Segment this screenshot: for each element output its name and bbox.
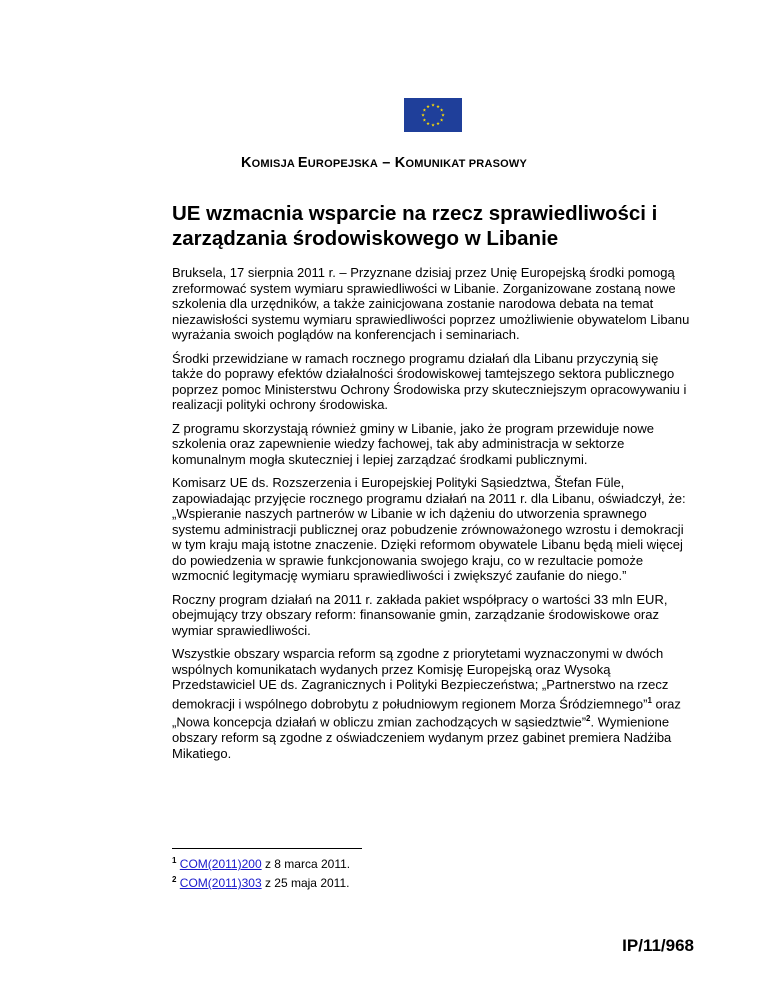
flag-star-icon: ★ [425, 103, 431, 109]
footnote-link[interactable]: COM(2011)303 [179, 876, 262, 890]
eu-flag-logo [404, 98, 462, 132]
eu-stars-icon [404, 98, 462, 132]
paragraph: Komisarz UE ds. Rozszerzenia i Europejskiej Polityki Sąsiedztwa, Štefan Füle, zapowiadając przyjęcie rocznego programu działań na 2011 r. dla Libanu, oświadczył, że: „Wspieranie naszych partnerów w Libanie w ich dążeniu do utworzenia sprawnego systemu administracji publicznej oraz pobudzenie zrównoważonego wzrostu i demokracji w tym kraju mają istotne znaczenie. Dzięki reformom obywatele Libanu będą mieli więcej do powiedzenia w sprawie funkcjonowania swojego kraju, co w rezultacie pomoże wzmocnić legitymację wymiaru sprawiedliwości i zwiększyć zaufanie do niego.” [172, 475, 686, 583]
flag-star-icon: ★ [422, 117, 427, 123]
flag-star-icon: ★ [435, 103, 441, 109]
document-header: KOMISJA EUROPEJSKA – KOMUNIKAT PRASOWY [241, 155, 527, 171]
paragraph: Bruksela, 17 sierpnia 2011 r. – Przyznane dzisiaj przez Unię Europejską środki pomogą zreformować system wymiaru sprawiedliwości w Libanie. Zorganizowane zostaną nowe szkolenia dla urzędników, a także zainicjowana zostanie narodowa debata na temat niezawisłości systemu wymiaru sprawiedliwości poprzez umożliwienie obywatelom Libanu wyrażania swoich poglądów na konferencjach i seminariach. [172, 265, 690, 342]
flag-star-icon: ★ [420, 112, 426, 118]
footnote-divider [172, 848, 362, 849]
footnote: $^1$ COM(2011)200 z 8 marca 2011. [172, 856, 351, 871]
flag-star-icon: ★ [435, 121, 441, 127]
flag-star-icon: ★ [425, 121, 431, 127]
flag-star-icon: ★ [422, 107, 427, 113]
flag-star-icon: ★ [430, 122, 436, 128]
paragraph: Wszystkie obszary wsparcia reform są zgodne z priorytetami wyznaczonymi w dwóch wspólnych komunikatach wydanych przez Komisję Europejską oraz Wysoką Przedstawiciel UE ds. Zagranicznych i Polityki Bezpieczeństwa; „Partnerstwo na rzecz demokracji i wspólnego dobrobytu z południowym regionem Morza Śródziemnego”$^1$ oraz „Nowa koncepcja działań w obliczu zmian zachodzących w sąsiedztwie”$^2$. Wymienione obszary reform są zgodne z oświadczeniem wydanym przez gabinet premiera Nadżiba Mikatiego. [172, 646, 681, 761]
flag-star-icon: ★ [439, 107, 444, 113]
flag-star-icon: ★ [430, 102, 436, 108]
flag-star-icon: ★ [439, 117, 444, 123]
paragraph: Środki przewidziane w ramach rocznego programu działań dla Libanu przyczynią się także do poprawy efektów działalności środowiskowej tamtejszego sektora publicznego poprzez pomoc Ministerstwu Ochrony Środowiska przy skuteczniejszym opracowywaniu i realizacji polityki ochrony środowiska. [172, 350, 687, 412]
paragraph: Roczny program działań na 2011 r. zakłada pakiet współpracy o wartości 33 mln EUR, obejmujący trzy obszary reform: finansowanie gmin, zarządzanie środowiskowe oraz wymiar sprawiedliwości. [172, 591, 668, 638]
paragraph: Z programu skorzystają również gminy w Libanie, jako że program przewiduje nowe szkolenia oraz zapewnienie wiedzy fachowej, tak aby administracja w sektorze komunalnym mogła skuteczniej i lepiej zarządzać środkami publicznymi. [172, 420, 654, 467]
footnote: $^2$ COM(2011)303 z 25 maja 2011. [172, 875, 350, 890]
press-release-body [172, 265, 692, 769]
footnotes [172, 853, 350, 891]
flag-star-icon: ★ [440, 112, 446, 118]
document-reference: IP/11/968 [622, 936, 694, 955]
footnote-ref[interactable]: 1 [647, 695, 652, 705]
press-release-title: UE wzmacnia wsparcie na rzecz sprawiedliwości i zarządzania środowiskowego w Libanie [172, 202, 658, 250]
footnote-ref[interactable]: 2 [586, 714, 591, 724]
footnote-link[interactable]: COM(2011)200 [179, 857, 262, 871]
